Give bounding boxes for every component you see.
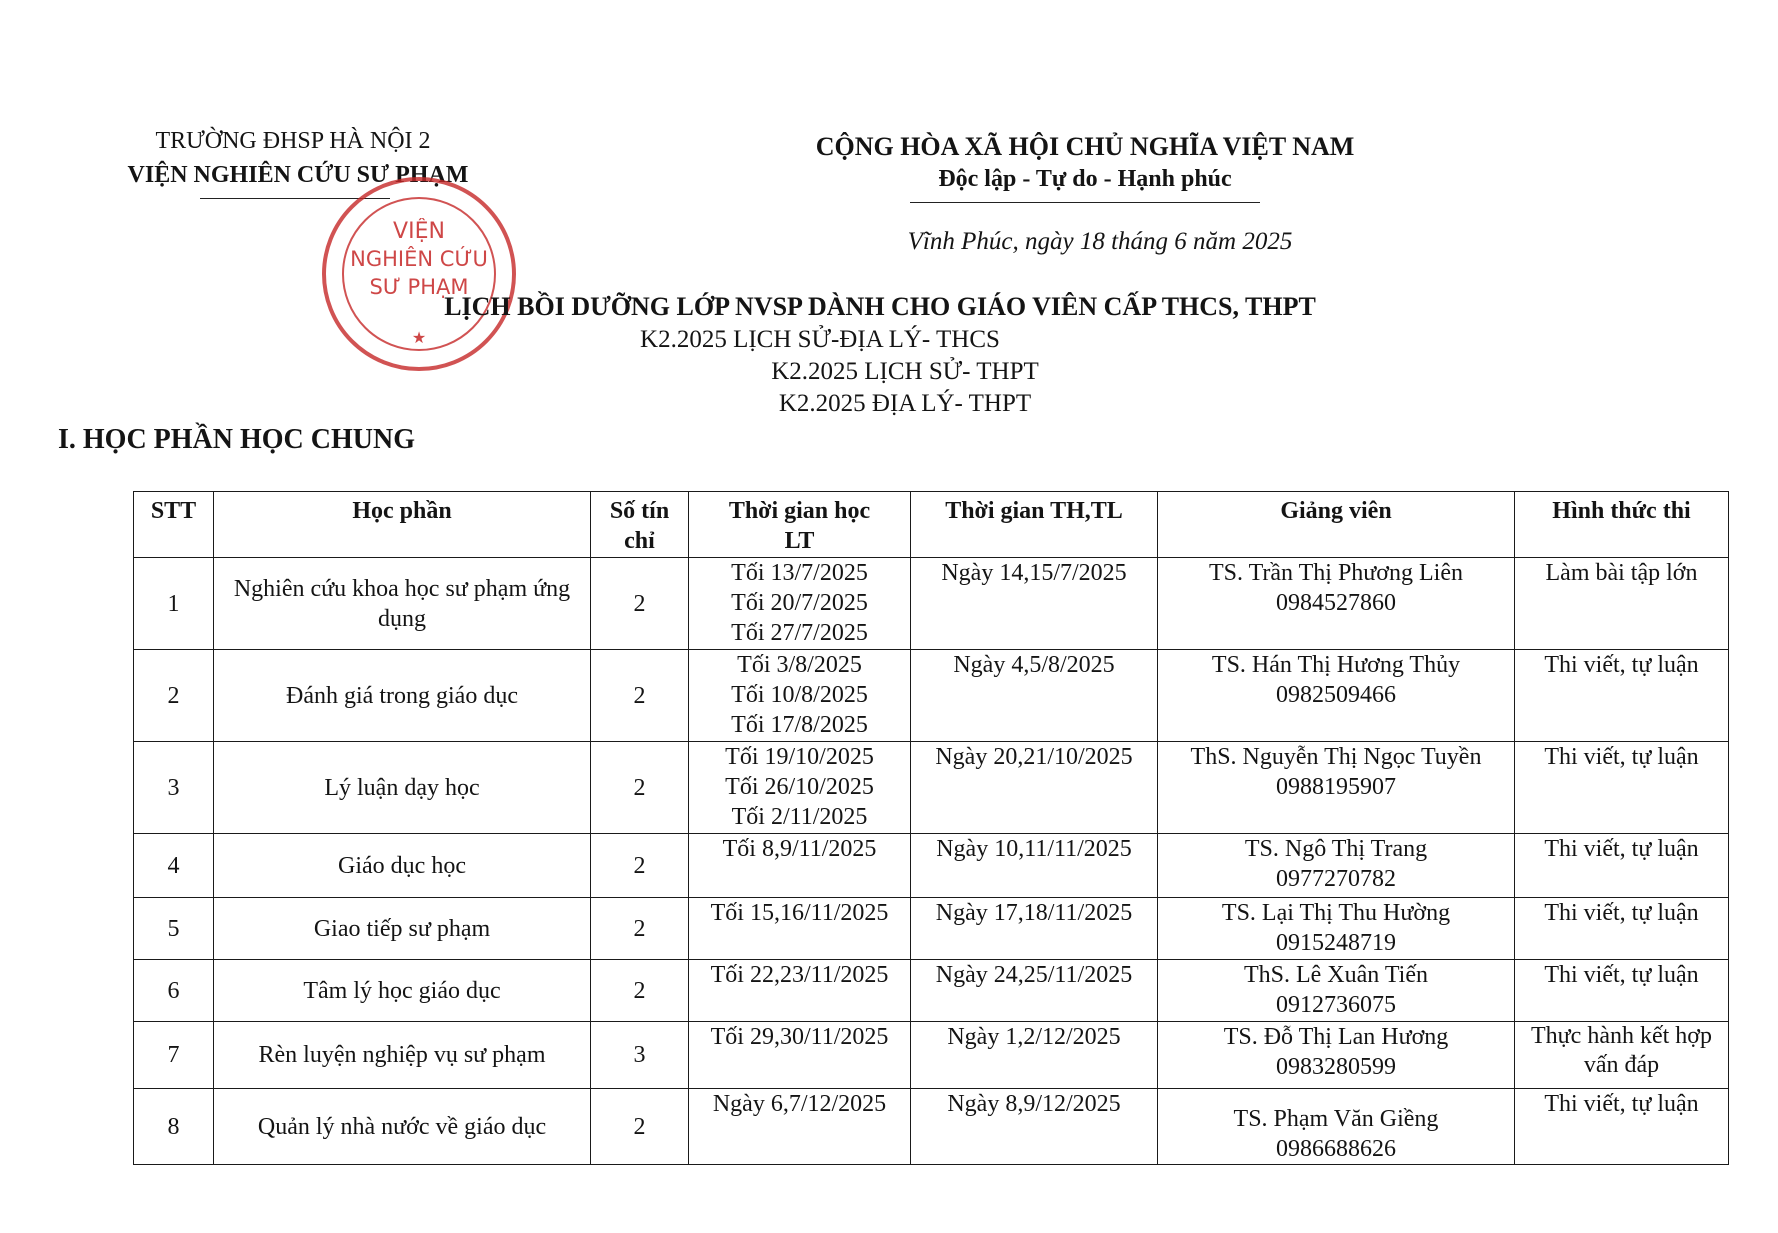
institution-name: TRƯỜNG ĐHSP HÀ NỘI 2 bbox=[155, 128, 431, 154]
national-title: CỘNG HÒA XÃ HỘI CHỦ NGHĨA VIỆT NAM bbox=[815, 132, 1355, 161]
row-course: Đánh giá trong giáo dục bbox=[214, 650, 591, 742]
institute-name: VIỆN NGHIÊN CỨU SƯ PHẠM bbox=[127, 162, 469, 188]
table-row bbox=[134, 558, 1729, 650]
lecturer-phone: 0988195907 bbox=[1276, 774, 1396, 800]
row-practice: Ngày 20,21/10/2025 bbox=[911, 742, 1158, 834]
lecturer-name: ThS. Lê Xuân Tiến bbox=[1243, 962, 1428, 988]
row-credits: 2 bbox=[591, 1089, 689, 1165]
row-stt: 3 bbox=[134, 742, 214, 834]
row-stt: 8 bbox=[134, 1089, 214, 1165]
theory-date: Tối 22,23/11/2025 bbox=[710, 962, 889, 988]
row-theory bbox=[689, 742, 911, 834]
row-lecturer bbox=[1158, 898, 1515, 960]
row-course: Quản lý nhà nước về giáo dục bbox=[214, 1089, 591, 1165]
row-practice: Ngày 14,15/7/2025 bbox=[911, 558, 1158, 650]
row-exam: Thi viết, tự luận bbox=[1515, 1089, 1729, 1165]
row-course: Giao tiếp sư phạm bbox=[214, 898, 591, 960]
theory-date: Tối 13/7/2025 bbox=[731, 560, 868, 586]
col-header-credits bbox=[591, 492, 689, 558]
table-row bbox=[134, 898, 1729, 960]
row-exam: Thi viết, tự luận bbox=[1515, 742, 1729, 834]
row-exam: Làm bài tập lớn bbox=[1515, 558, 1729, 650]
lecturer-name: TS. Hán Thị Hương Thủy bbox=[1211, 652, 1461, 678]
theory-date: Ngày 6,7/12/2025 bbox=[712, 1091, 887, 1117]
row-practice: Ngày 1,2/12/2025 bbox=[911, 1022, 1158, 1089]
document-date: Vĩnh Phúc, ngày 18 tháng 6 năm 2025 bbox=[907, 228, 1293, 255]
row-credits: 2 bbox=[591, 960, 689, 1022]
lecturer-phone: 0983280599 bbox=[1276, 1054, 1396, 1080]
row-practice: Ngày 17,18/11/2025 bbox=[911, 898, 1158, 960]
schedule-title: LỊCH BỒI DƯỠNG LỚP NVSP DÀNH CHO GIÁO VIÊN CẤP THCS, THPT bbox=[444, 292, 1316, 321]
row-course: Giáo dục học bbox=[214, 834, 591, 898]
table-row bbox=[134, 742, 1729, 834]
theory-date: Tối 17/8/2025 bbox=[731, 712, 868, 738]
row-lecturer bbox=[1158, 558, 1515, 650]
schedule-table bbox=[133, 491, 1729, 1165]
theory-date: Tối 10/8/2025 bbox=[731, 682, 868, 708]
table-row bbox=[134, 1022, 1729, 1089]
row-lecturer bbox=[1158, 742, 1515, 834]
row-credits: 2 bbox=[591, 650, 689, 742]
row-course: Lý luận dạy học bbox=[214, 742, 591, 834]
row-credits: 2 bbox=[591, 898, 689, 960]
col-header-practice: Thời gian TH,TL bbox=[911, 492, 1158, 558]
row-practice: Ngày 10,11/11/2025 bbox=[911, 834, 1158, 898]
row-course: Nghiên cứu khoa học sư phạm ứng dụng bbox=[214, 558, 591, 650]
theory-date: Tối 26/10/2025 bbox=[725, 774, 874, 800]
row-course: Rèn luyện nghiệp vụ sư phạm bbox=[214, 1022, 591, 1089]
row-lecturer bbox=[1158, 1089, 1515, 1165]
row-lecturer bbox=[1158, 960, 1515, 1022]
row-lecturer bbox=[1158, 834, 1515, 898]
theory-date: Tối 2/11/2025 bbox=[731, 804, 868, 830]
row-theory bbox=[689, 834, 911, 898]
row-credits: 2 bbox=[591, 558, 689, 650]
table-row bbox=[134, 960, 1729, 1022]
row-credits: 3 bbox=[591, 1022, 689, 1089]
row-theory bbox=[689, 960, 911, 1022]
national-motto: Độc lập - Tự do - Hạnh phúc bbox=[938, 166, 1232, 192]
theory-date: Tối 27/7/2025 bbox=[731, 620, 868, 646]
lecturer-name: ThS. Nguyễn Thị Ngọc Tuyền bbox=[1190, 744, 1482, 770]
row-course: Tâm lý học giáo dục bbox=[214, 960, 591, 1022]
row-credits: 2 bbox=[591, 834, 689, 898]
theory-date: Tối 8,9/11/2025 bbox=[722, 836, 877, 862]
row-theory bbox=[689, 558, 911, 650]
lecturer-phone: 0984527860 bbox=[1276, 590, 1396, 616]
row-credits: 2 bbox=[591, 742, 689, 834]
table-header-row bbox=[134, 492, 1729, 558]
table-row bbox=[134, 834, 1729, 898]
schedule-subtitle-3: K2.2025 ĐỊA LÝ- THPT bbox=[778, 390, 1032, 417]
row-exam: Thi viết, tự luận bbox=[1515, 834, 1729, 898]
row-stt: 2 bbox=[134, 650, 214, 742]
row-theory bbox=[689, 1089, 911, 1165]
row-stt: 5 bbox=[134, 898, 214, 960]
row-exam: Thi viết, tự luận bbox=[1515, 960, 1729, 1022]
row-theory bbox=[689, 898, 911, 960]
col-header-theory bbox=[689, 492, 911, 558]
lecturer-name: TS. Phạm Văn Giềng bbox=[1233, 1106, 1439, 1132]
col-header-theory-l2: LT bbox=[784, 528, 815, 554]
row-stt: 1 bbox=[134, 558, 214, 650]
col-header-credits-l2: chỉ bbox=[624, 528, 655, 554]
row-theory bbox=[689, 1022, 911, 1089]
theory-date: Tối 19/10/2025 bbox=[725, 744, 874, 770]
lecturer-phone: 0982509466 bbox=[1276, 682, 1396, 708]
seal-text-line3: SƯ PHẠM bbox=[369, 275, 469, 299]
lecturer-name: TS. Lại Thị Thu Hường bbox=[1221, 900, 1451, 926]
row-exam: Thực hành kết hợp vấn đáp bbox=[1515, 1022, 1729, 1089]
seal-text-line1: VIỆN bbox=[393, 219, 445, 244]
row-lecturer bbox=[1158, 650, 1515, 742]
seal-text-line2: NGHIÊN CỨU bbox=[350, 247, 488, 271]
row-exam: Thi viết, tự luận bbox=[1515, 650, 1729, 742]
col-header-exam: Hình thức thi bbox=[1515, 492, 1729, 558]
row-practice: Ngày 4,5/8/2025 bbox=[911, 650, 1158, 742]
lecturer-phone: 0986688626 bbox=[1276, 1136, 1396, 1162]
col-header-course: Học phần bbox=[214, 492, 591, 558]
row-theory bbox=[689, 650, 911, 742]
row-exam: Thi viết, tự luận bbox=[1515, 898, 1729, 960]
lecturer-phone: 0912736075 bbox=[1276, 992, 1396, 1018]
motto-underline bbox=[910, 202, 1260, 203]
row-stt: 7 bbox=[134, 1022, 214, 1089]
table-row bbox=[134, 1089, 1729, 1165]
theory-date: Tối 20/7/2025 bbox=[731, 590, 868, 616]
col-header-credits-l1: Số tín bbox=[609, 498, 670, 524]
row-practice: Ngày 8,9/12/2025 bbox=[911, 1089, 1158, 1165]
schedule-subtitle-1: K2.2025 LỊCH SỬ-ĐỊA LÝ- THCS bbox=[640, 326, 1000, 353]
lecturer-name: TS. Đỗ Thị Lan Hương bbox=[1223, 1024, 1449, 1050]
col-header-theory-l1: Thời gian học bbox=[728, 498, 871, 524]
col-header-lecturer: Giảng viên bbox=[1158, 492, 1515, 558]
lecturer-name: TS. Trần Thị Phương Liên bbox=[1209, 560, 1463, 586]
row-stt: 4 bbox=[134, 834, 214, 898]
schedule-subtitle-2: K2.2025 LỊCH SỬ- THPT bbox=[771, 358, 1039, 385]
theory-date: Tối 3/8/2025 bbox=[737, 652, 862, 678]
theory-date: Tối 29,30/11/2025 bbox=[710, 1024, 889, 1050]
section-heading: I. HỌC PHẦN HỌC CHUNG bbox=[58, 424, 415, 455]
lecturer-phone: 0915248719 bbox=[1276, 930, 1396, 956]
table-row bbox=[134, 650, 1729, 742]
row-lecturer bbox=[1158, 1022, 1515, 1089]
col-header-stt: STT bbox=[134, 492, 214, 558]
lecturer-name: TS. Ngô Thị Trang bbox=[1244, 836, 1428, 862]
row-stt: 6 bbox=[134, 960, 214, 1022]
seal-star-icon: ★ bbox=[411, 328, 427, 347]
theory-date: Tối 15,16/11/2025 bbox=[710, 900, 889, 926]
lecturer-phone: 0977270782 bbox=[1276, 866, 1396, 892]
row-practice: Ngày 24,25/11/2025 bbox=[911, 960, 1158, 1022]
